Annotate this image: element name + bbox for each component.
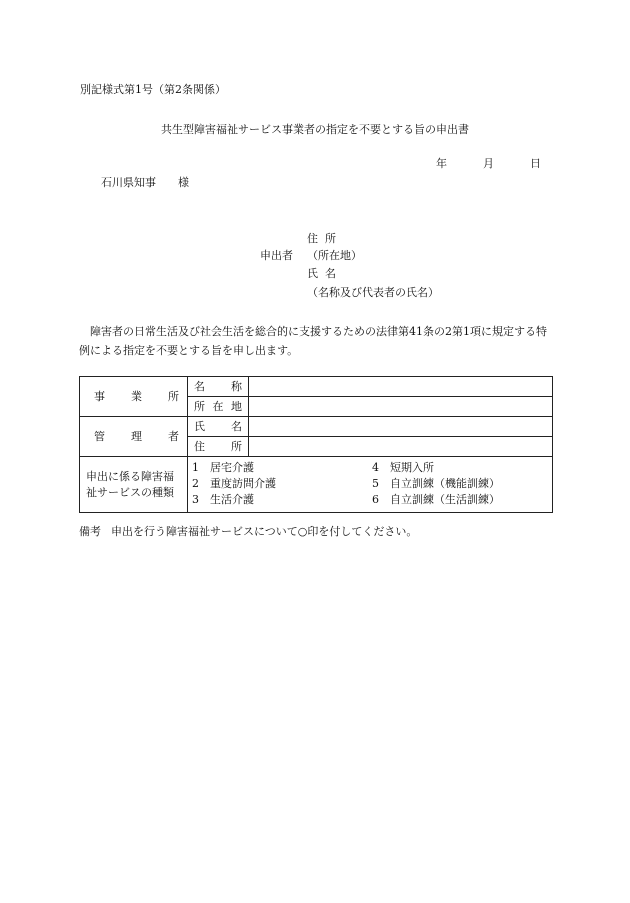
applicant-name-paren: （名称及び代表者の氏名）	[307, 286, 439, 299]
table-row-manager-name	[80, 417, 553, 437]
form-number: 別記様式第1号（第2条関係）	[80, 83, 226, 96]
service-option-5[interactable]: 5 自立訓練（機能訓練）	[372, 477, 500, 490]
manager-address-label: 住 所	[188, 437, 249, 457]
office-location-field[interactable]	[249, 397, 553, 417]
applicant-address-label: 住所	[307, 232, 343, 245]
service-option-4[interactable]: 4 短期入所	[372, 461, 434, 474]
note	[79, 525, 417, 539]
service-option-3[interactable]: 3 生活介護	[192, 493, 254, 506]
date-year-label: 年	[436, 157, 447, 170]
note-label: 備考	[79, 525, 101, 538]
addressee-honorific: 様	[178, 176, 189, 189]
table-row-services	[80, 457, 553, 513]
applicant-name-label: 氏名	[307, 267, 343, 280]
date-day-label: 日	[530, 157, 541, 170]
service-options	[188, 457, 553, 513]
addressee-governor: 石川県知事	[101, 176, 156, 189]
statement-text: 障害者の日常生活及び社会生活を総合的に支援するための法律第41条の2第1項に規定する特例による指定を不要とする旨を申し出ます。	[79, 325, 547, 357]
document-title: 共生型障害福祉サービス事業者の指定を不要とする旨の申出書	[161, 123, 469, 136]
addressee	[101, 176, 189, 190]
office-name-label: 名 称	[188, 377, 249, 397]
office-location-label: 所 在 地	[188, 397, 249, 417]
manager-label-cell: 管 理 者	[80, 417, 188, 457]
service-option-6[interactable]: 6 自立訓練（生活訓練）	[372, 493, 500, 506]
manager-address-field[interactable]	[249, 437, 553, 457]
note-text: 申出を行う障害福祉サービスについて○印を付してください。	[111, 525, 418, 538]
applicant-address-paren: （所在地）	[307, 249, 362, 262]
manager-name-field[interactable]	[249, 417, 553, 437]
office-name-field[interactable]	[249, 377, 553, 397]
service-option-2[interactable]: 2 重度訪問介護	[192, 477, 276, 490]
manager-name-label: 氏 名	[188, 417, 249, 437]
application-table	[79, 376, 553, 513]
table-row-office-name	[80, 377, 553, 397]
service-option-1[interactable]: 1 居宅介護	[192, 461, 254, 474]
office-label-cell: 事 業 所	[80, 377, 188, 417]
date-month-label: 月	[483, 157, 494, 170]
applicant-label: 申出者	[260, 249, 293, 262]
service-type-label: 申出に係る障害福祉サービスの種類	[80, 457, 188, 513]
